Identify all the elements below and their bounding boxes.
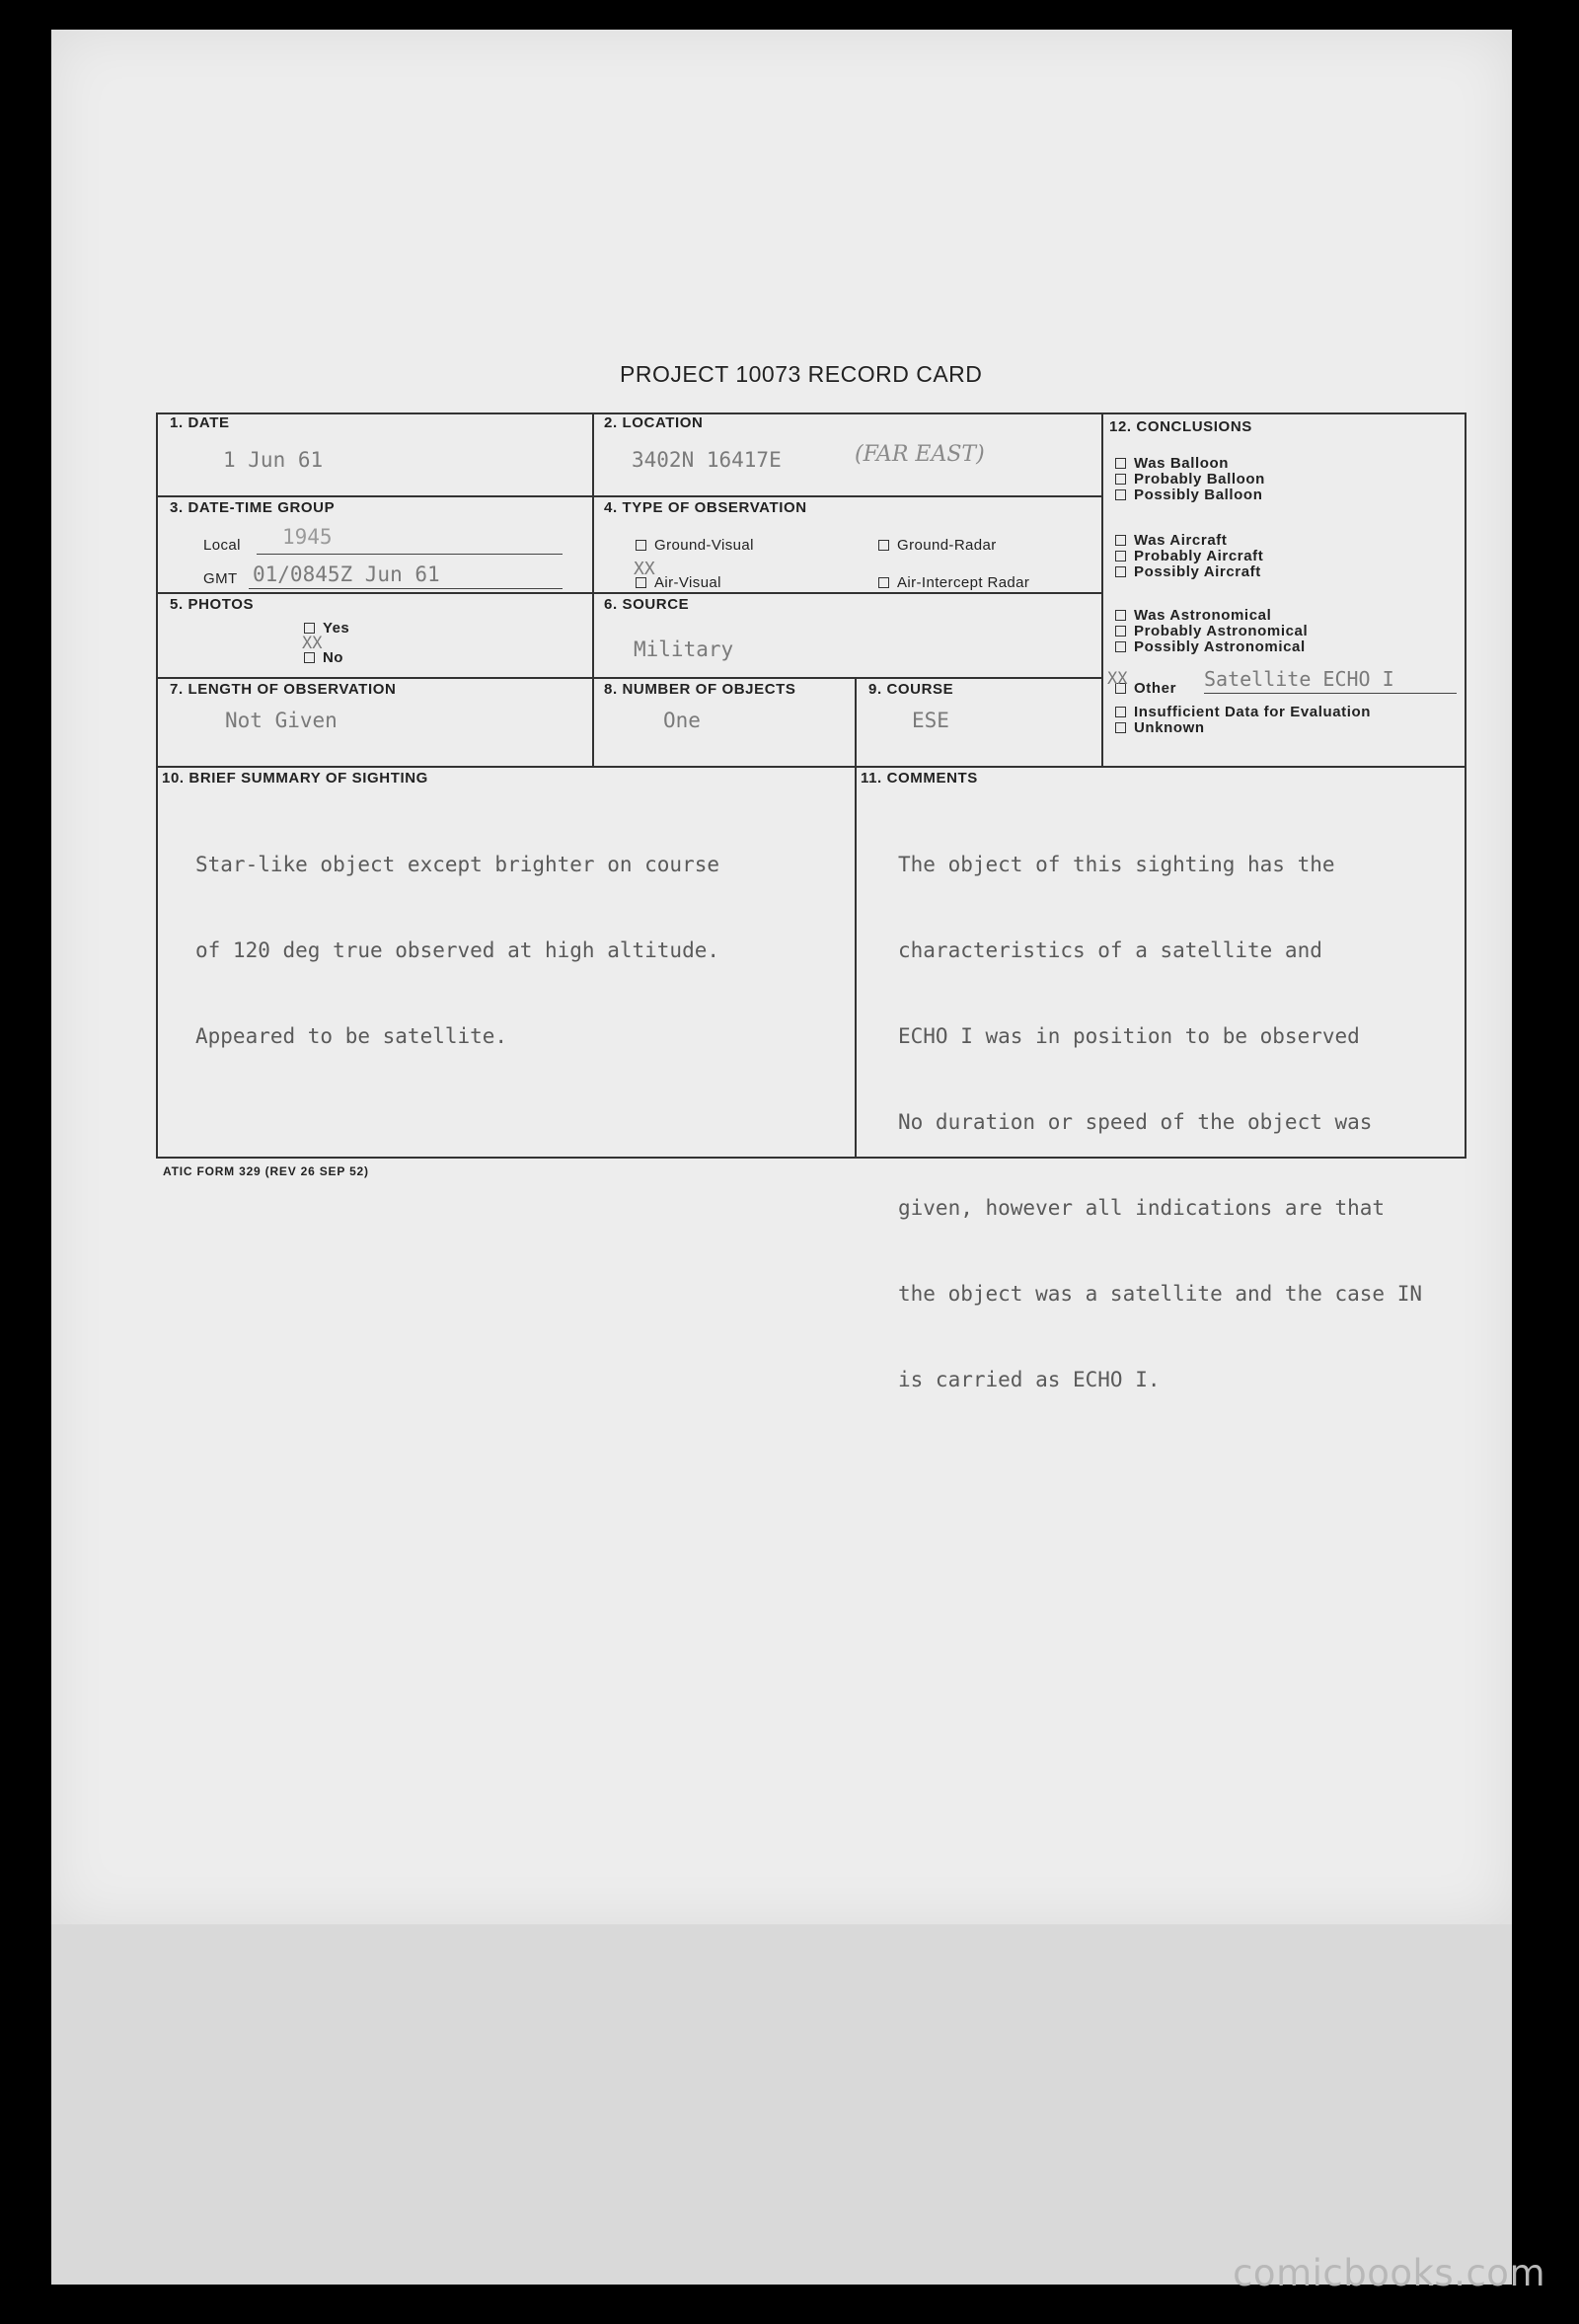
checkbox [1115, 551, 1126, 562]
other-value: Satellite ECHO I [1204, 667, 1394, 691]
checkbox [1115, 641, 1126, 652]
checkbox [1115, 626, 1126, 637]
option-label: Yes [323, 620, 350, 637]
dtg-label: 3. DATE-TIME GROUP [170, 499, 336, 516]
comments-line: given, however all indications are that [898, 1196, 1386, 1220]
divider [855, 766, 857, 1159]
option-label: Air-Intercept Radar [897, 574, 1030, 591]
objects-value: One [663, 709, 701, 732]
conclusion-option [1115, 639, 1308, 655]
summary-label: 10. BRIEF SUMMARY OF SIGHTING [162, 770, 428, 787]
type-ground-visual [636, 537, 754, 554]
checkbox-checked [304, 652, 315, 663]
comments-line: No duration or speed of the object was [898, 1110, 1373, 1134]
conclusion-option [1115, 549, 1263, 564]
comments-line: The object of this sighting has the [898, 853, 1335, 876]
checkbox [878, 540, 889, 551]
comments-line: is carried as ECHO I. [898, 1368, 1161, 1391]
option-label: Other [1134, 680, 1177, 697]
checkbox [1115, 566, 1126, 577]
other-mark: XX [1107, 669, 1128, 689]
conclusion-option [1115, 487, 1265, 503]
checkbox [1115, 489, 1126, 500]
divider [1101, 414, 1103, 766]
type-air-intercept [878, 574, 1029, 591]
option-label: Possibly Aircraft [1134, 563, 1261, 580]
gmt-label: GMT [203, 570, 238, 587]
summary-line: Star-like object except brighter on course [195, 853, 720, 876]
conclusion-option [1115, 564, 1263, 580]
checkbox [1115, 535, 1126, 546]
conclusions-astronomical [1115, 608, 1308, 655]
conclusion-option [1115, 456, 1265, 472]
source-label: 6. SOURCE [604, 596, 690, 613]
divider [592, 414, 594, 768]
course-label: 9. COURSE [868, 681, 954, 698]
comments-label: 11. COMMENTS [861, 770, 978, 787]
length-value: Not Given [225, 709, 338, 732]
option-label: Was Astronomical [1134, 607, 1272, 624]
scan-background [51, 1924, 1512, 2285]
conclusion-option [1115, 533, 1263, 549]
type-label: 4. TYPE OF OBSERVATION [604, 499, 807, 516]
local-label: Local [203, 537, 241, 554]
course-value: ESE [912, 709, 949, 732]
checkbox [304, 623, 315, 634]
comments-line: ECHO I was in position to be observed [898, 1024, 1360, 1048]
divider [158, 766, 1466, 768]
photos-mark: XX [302, 634, 323, 653]
conclusions-balloon [1115, 456, 1265, 503]
conclusions-aircraft [1115, 533, 1263, 580]
checkbox [636, 540, 646, 551]
comments-text [898, 793, 1422, 1452]
conclusion-option [1115, 720, 1371, 736]
watermark: comicbooks.com [1233, 2252, 1545, 2294]
option-label: Was Balloon [1134, 455, 1230, 472]
conclusion-option [1115, 608, 1308, 624]
length-label: 7. LENGTH OF OBSERVATION [170, 681, 397, 698]
option-label: Air-Visual [654, 574, 721, 591]
source-value: Military [634, 637, 734, 661]
divider [158, 495, 1101, 497]
photos-label: 5. PHOTOS [170, 596, 255, 613]
comments-line: the object was a satellite and the case IN [898, 1282, 1423, 1306]
checkbox [1115, 707, 1126, 717]
conclusion-option [1115, 624, 1308, 639]
divider [158, 592, 1101, 594]
conclusion-option [1115, 705, 1371, 720]
conclusions-other-group [1115, 705, 1371, 736]
option-label: Ground-Radar [897, 537, 997, 554]
summary-text [195, 793, 719, 1108]
summary-line: of 120 deg true observed at high altitude. [195, 938, 720, 962]
option-label: Probably Astronomical [1134, 623, 1309, 639]
location-note: (FAR EAST) [855, 442, 985, 467]
form-number: ATIC FORM 329 (REV 26 SEP 52) [163, 1164, 369, 1178]
summary-line: Appeared to be satellite. [195, 1024, 508, 1048]
option-label: Was Aircraft [1134, 532, 1228, 549]
checkbox [878, 577, 889, 588]
option-label: No [323, 649, 343, 666]
checkbox [1115, 458, 1126, 469]
gmt-underline [249, 588, 563, 589]
option-label: Ground-Visual [654, 537, 754, 554]
comments-line: characteristics of a satellite and [898, 938, 1322, 962]
type-ground-radar [878, 537, 997, 554]
divider [855, 677, 857, 766]
conclusion-option [1115, 472, 1265, 487]
location-label: 2. LOCATION [604, 414, 704, 431]
checkbox [1115, 474, 1126, 485]
other-underline [1204, 693, 1457, 694]
local-underline [257, 554, 563, 555]
option-label: Unknown [1134, 719, 1205, 736]
divider [158, 677, 1101, 679]
option-label: Possibly Astronomical [1134, 638, 1306, 655]
local-value: 1945 [282, 525, 333, 549]
option-label: Possibly Balloon [1134, 487, 1263, 503]
date-label: 1. DATE [170, 414, 230, 431]
option-label: Probably Aircraft [1134, 548, 1264, 564]
date-value: 1 Jun 61 [223, 448, 324, 472]
option-label: Insufficient Data for Evaluation [1134, 704, 1372, 720]
type-mark: XX [634, 559, 655, 579]
checkbox [1115, 722, 1126, 733]
card-title: PROJECT 10073 RECORD CARD [620, 361, 983, 387]
conclusions-label: 12. CONCLUSIONS [1109, 418, 1252, 435]
objects-label: 8. NUMBER OF OBJECTS [604, 681, 796, 698]
location-value: 3402N 16417E [632, 448, 782, 472]
option-label: Probably Balloon [1134, 471, 1265, 487]
gmt-value: 01/0845Z Jun 61 [253, 562, 440, 586]
checkbox [1115, 610, 1126, 621]
